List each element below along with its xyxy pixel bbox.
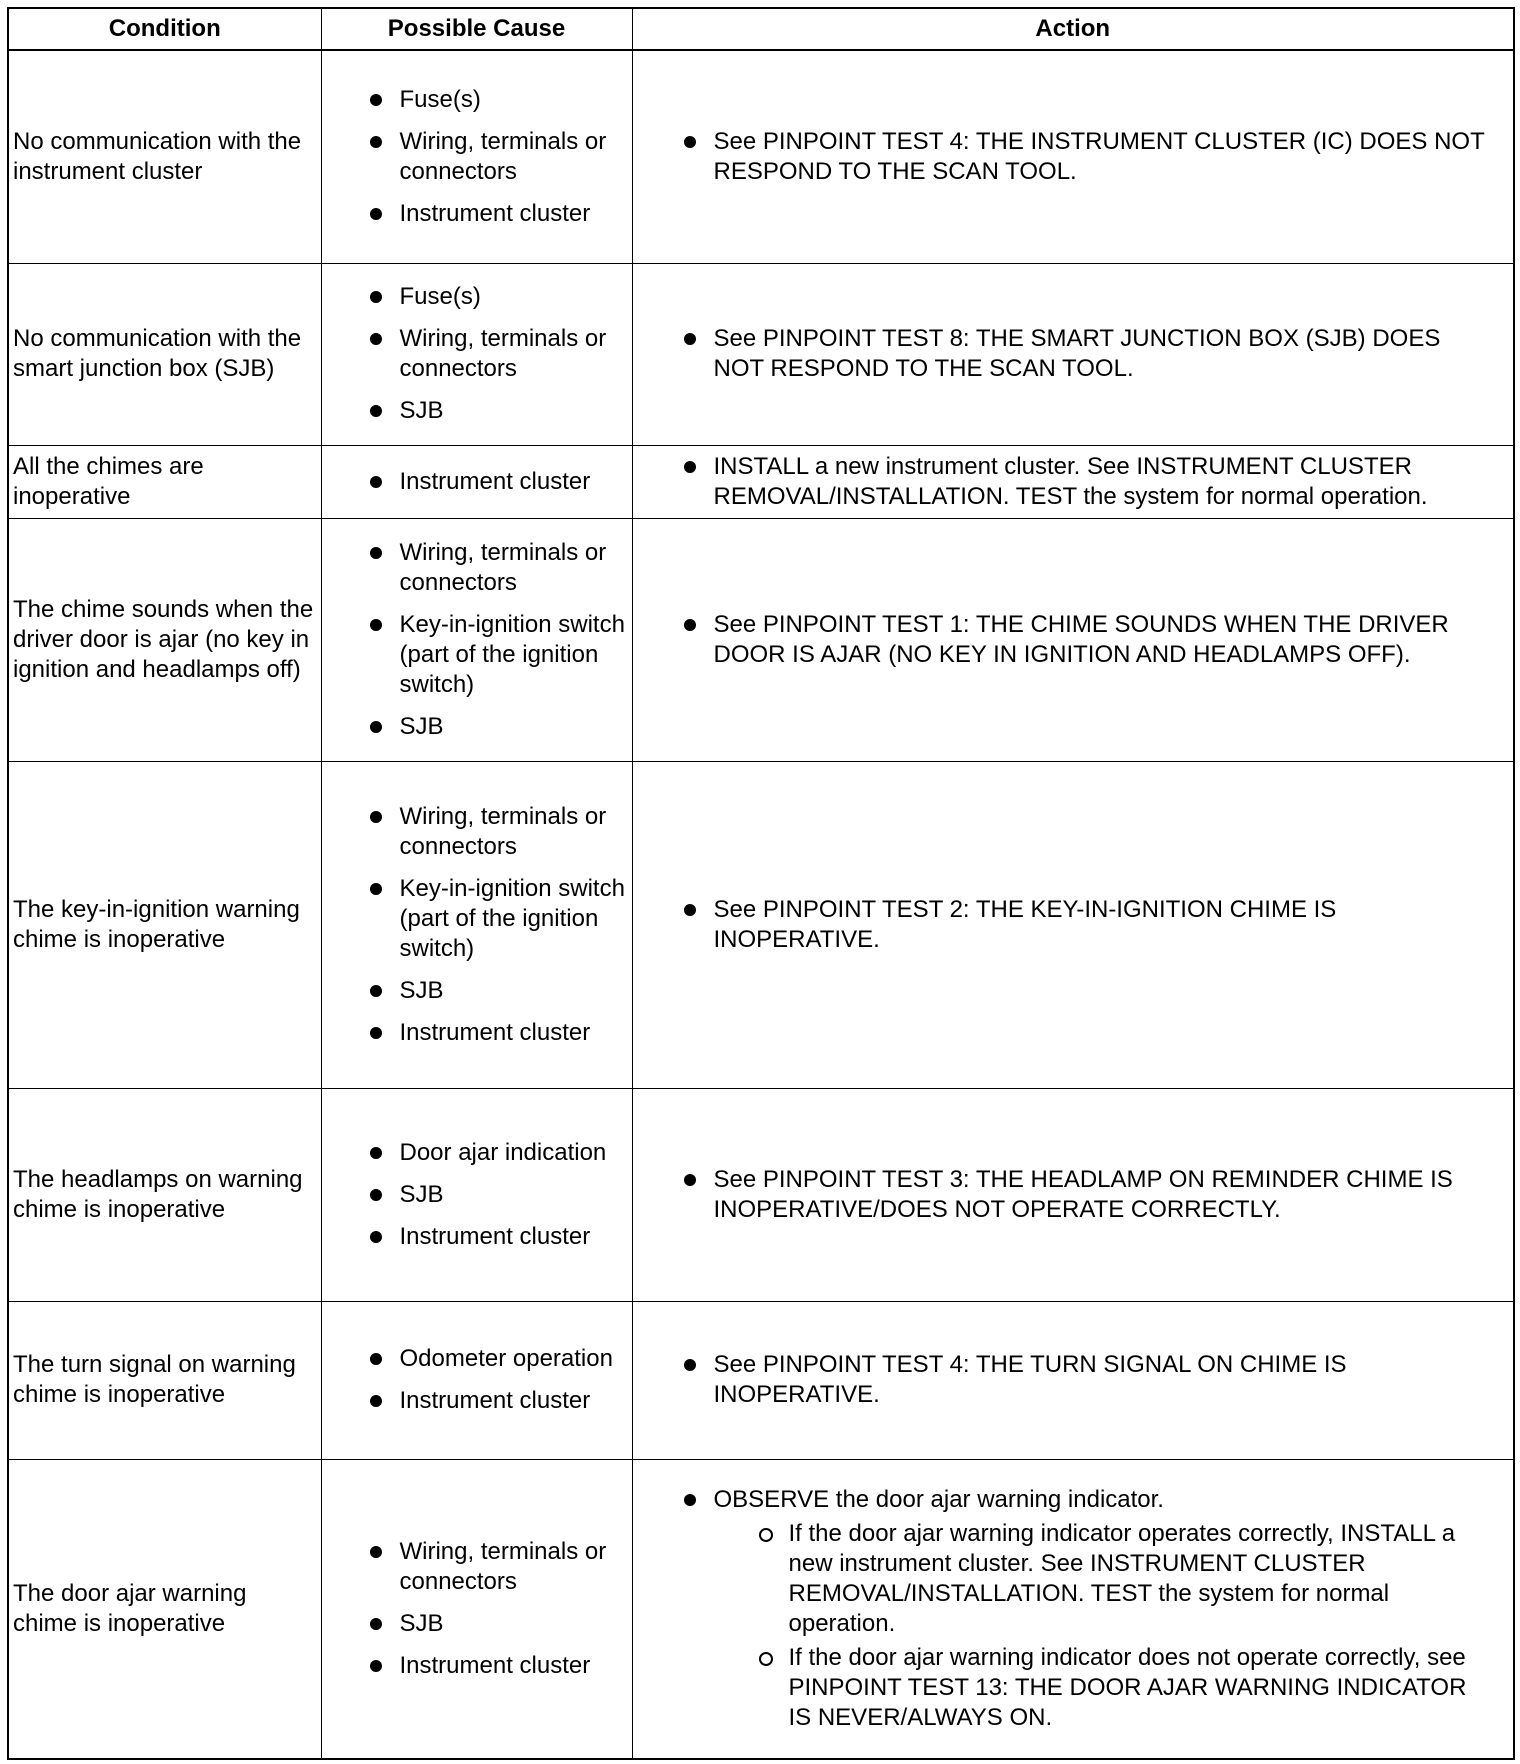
cause-text: SJB [399,712,444,740]
cause-text: SJB [399,976,444,1004]
cause-cell [321,1459,632,1759]
diagnosis-table [7,7,1515,1760]
bullet-icon [684,1174,696,1186]
cause-cell [321,761,632,1088]
bullet-icon [684,1359,696,1371]
action-cell [632,1459,1514,1759]
cause-item [400,1609,626,1639]
cause-item [400,1344,626,1374]
circle-bullet-icon [759,1528,773,1542]
sub-action-list [714,1519,1494,1733]
cause-item [400,1018,626,1048]
circle-bullet-icon [759,1652,773,1666]
cause-item [400,538,626,598]
cause-text: Wiring, terminals or connectors [399,802,607,860]
cause-item [400,1651,626,1681]
action-item [714,452,1494,512]
cause-text: SJB [399,1609,444,1637]
bullet-icon [370,1231,382,1243]
cause-text: Instrument cluster [399,1651,591,1679]
action-item [714,1165,1494,1225]
cause-cell [321,50,632,263]
sub-action-item [789,1519,1494,1639]
action-item [714,127,1494,187]
cause-item [400,85,626,115]
action-text: INSTALL a new instrument cluster. See INSTRUMENT CLUSTER REMOVAL/INSTALLATION. TEST the system for normal operation. [713,452,1428,510]
bullet-icon [370,547,382,559]
condition-cell: All the chimes are inoperative [8,445,321,518]
cause-item [400,610,626,700]
cause-text: Instrument cluster [399,1387,591,1414]
table-row [8,1088,1514,1301]
condition-cell: No communication with the instrument cluster [8,50,321,263]
cause-item [400,976,626,1006]
cause-cell [321,1088,632,1301]
cause-item [400,199,626,229]
action-item [714,610,1494,670]
cause-text: Wiring, terminals or connectors [399,127,607,185]
bullet-icon [370,619,382,631]
action-item [714,1350,1494,1410]
cause-cell [321,263,632,445]
action-cell [632,761,1514,1088]
cause-cell [321,445,632,518]
action-text: See PINPOINT TEST 3: THE HEADLAMP ON REMINDER CHIME IS INOPERATIVE/DOES NOT OPERATE CORRECTLY. [713,1165,1453,1223]
table-row [8,50,1514,263]
action-text: See PINPOINT TEST 4: THE TURN SIGNAL ON CHIME IS INOPERATIVE. [713,1351,1347,1408]
cause-text: Key-in-ignition switch (part of the ignition switch) [399,874,625,962]
bullet-icon [684,1494,696,1506]
header-row [8,8,1514,50]
cause-item [400,874,626,964]
action-item [714,324,1494,384]
bullet-icon [370,883,382,895]
action-cell [632,1301,1514,1459]
cause-item [400,1537,626,1597]
condition-cell: The turn signal on warning chime is inoperative [8,1301,321,1459]
action-cell [632,1088,1514,1301]
bullet-icon [684,461,696,473]
bullet-icon [370,94,382,106]
action-text: See PINPOINT TEST 4: THE INSTRUMENT CLUSTER (IC) DOES NOT RESPOND TO THE SCAN TOOL. [713,127,1485,185]
sub-action-item [789,1643,1494,1733]
action-cell [632,445,1514,518]
bullet-icon [370,985,382,997]
action-cell [632,263,1514,445]
bullet-icon [370,405,382,417]
action-item [714,1485,1494,1733]
cause-item [400,712,626,742]
cause-item [400,127,626,187]
table-row [8,1301,1514,1459]
action-cell [632,50,1514,263]
bullet-icon [370,1395,382,1407]
cause-cell [321,518,632,761]
cause-item [400,1138,626,1168]
cause-item [400,467,626,497]
possible-cause-header: Possible Cause [321,8,632,50]
action-item [714,895,1494,955]
cause-text: Instrument cluster [399,1222,591,1250]
action-text: See PINPOINT TEST 2: THE KEY-IN-IGNITION CHIME IS INOPERATIVE. [713,895,1337,953]
bullet-icon [370,136,382,148]
bullet-icon [370,1147,382,1159]
bullet-icon [370,1546,382,1558]
action-text: OBSERVE the door ajar warning indicator. [713,1485,1164,1513]
table-row [8,263,1514,445]
cause-item [400,324,626,384]
bullet-icon [370,721,382,733]
cause-item [400,1180,626,1210]
cause-text: Key-in-ignition switch (part of the ignition switch) [399,610,625,698]
cause-text: SJB [399,1180,444,1208]
cause-cell [321,1301,632,1459]
cause-item [400,282,626,312]
table-row [8,761,1514,1088]
bullet-icon [370,476,382,488]
table-row [8,518,1514,761]
action-header: Action [632,8,1514,50]
bullet-icon [370,1027,382,1039]
bullet-icon [370,1189,382,1201]
cause-text: Door ajar indication [399,1138,607,1166]
bullet-icon [370,291,382,303]
cause-text: Fuse(s) [399,85,481,113]
cause-item [400,1386,626,1416]
cause-text: Fuse(s) [399,283,481,310]
cause-text: Wiring, terminals or connectors [399,325,607,382]
cause-text: Instrument cluster [399,199,591,227]
condition-header: Condition [8,8,321,50]
bullet-icon [370,1660,382,1672]
condition-cell: The door ajar warning chime is inoperative [8,1459,321,1759]
bullet-icon [370,1618,382,1630]
cause-item [400,396,626,426]
cause-text: SJB [399,397,444,424]
action-text: See PINPOINT TEST 1: THE CHIME SOUNDS WHEN THE DRIVER DOOR IS AJAR (NO KEY IN IGNITION AND HEADLAMPS OFF). [713,610,1449,668]
table-row [8,445,1514,518]
cause-item [400,1222,626,1252]
bullet-icon [370,208,382,220]
condition-cell: The key-in-ignition warning chime is inoperative [8,761,321,1088]
table-row [8,1459,1514,1759]
sub-action-text: If the door ajar warning indicator does not operate correctly, see PINPOINT TEST 13: THE DOOR AJAR WARNING INDICATOR IS NEVER/ALWAYS ON. [788,1643,1467,1731]
cause-text: Odometer operation [399,1345,613,1372]
sub-action-text: If the door ajar warning indicator operates correctly, INSTALL a new instrument cluster. See INSTRUMENT CLUSTER REMOVAL/INSTALLATION. TEST the system for normal operation. [788,1519,1456,1637]
condition-cell: The chime sounds when the driver door is ajar (no key in ignition and headlamps off) [8,518,321,761]
bullet-icon [370,333,382,345]
bullet-icon [684,619,696,631]
cause-item [400,802,626,862]
action-cell [632,518,1514,761]
bullet-icon [684,136,696,148]
bullet-icon [684,904,696,916]
bullet-icon [684,333,696,345]
bullet-icon [370,811,382,823]
cause-text: Instrument cluster [399,467,591,495]
condition-cell: The headlamps on warning chime is inoperative [8,1088,321,1301]
bullet-icon [370,1353,382,1365]
cause-text: Wiring, terminals or connectors [399,538,607,596]
condition-cell: No communication with the smart junction box (SJB) [8,263,321,445]
cause-text: Instrument cluster [399,1018,591,1046]
cause-text: Wiring, terminals or connectors [399,1537,607,1595]
action-text: See PINPOINT TEST 8: THE SMART JUNCTION BOX (SJB) DOES NOT RESPOND TO THE SCAN TOOL. [713,325,1441,382]
